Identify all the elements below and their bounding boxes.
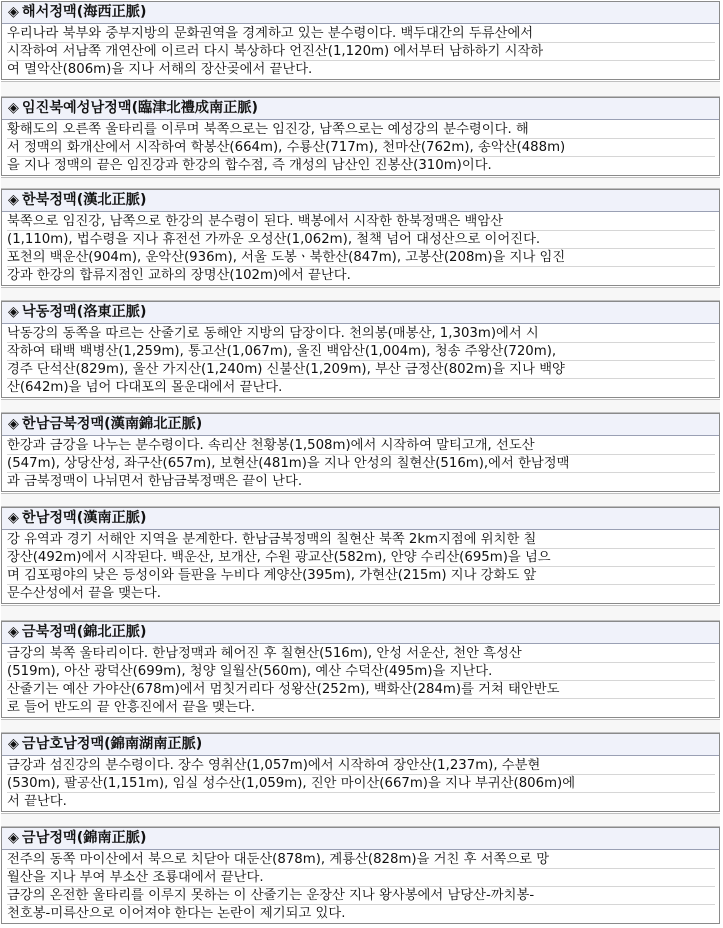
text-line: 문수산성에서 끝을 맺는다.	[7, 586, 161, 601]
section-title: 금남호남정맥(錦南湖南正脈)	[21, 736, 203, 752]
section-header	[2, 734, 719, 756]
section-nakdong	[1, 301, 720, 398]
diamond-bullet-icon: ◈	[8, 100, 19, 116]
section-body	[2, 644, 719, 717]
text-line: 전주의 동쪽 마이산에서 북으로 치닫아 대둔산(878m), 계룡산(828m)을 거친 후 서쪽으로 망	[7, 851, 715, 869]
text-line: 황해도의 오른쪽 울타리를 이루며 북쪽으로는 임진강, 남쪽으로는 예성강의 분수령이다. 해	[7, 121, 715, 139]
section-imjinbuk	[1, 97, 720, 176]
text-line: 작하여 태백 백병산(1,259m), 통고산(1,067m), 울진 백암산(1,004m), 청송 주왕산(720m),	[7, 343, 715, 361]
section-header	[2, 414, 719, 436]
text-line: 금강의 온전한 울타리를 이루지 못하는 이 산줄기는 운장산 지나 왕사봉에서 남당산-까치봉-	[7, 887, 715, 905]
section-body	[2, 212, 719, 285]
section-body	[2, 756, 719, 811]
section-body	[2, 324, 719, 397]
section-title: 한남정맥(漢南正脈)	[21, 510, 147, 526]
text-line: (530m), 팔공산(1,151m), 임실 성수산(1,059m), 진안 마이산(667m)을 지나 부귀산(806m)에	[7, 775, 715, 793]
diamond-bullet-icon: ◈	[8, 830, 19, 846]
section-geumnamhonam	[1, 733, 720, 812]
section-title: 한북정맥(漢北正脈)	[21, 192, 147, 208]
section-header	[2, 508, 719, 530]
diamond-bullet-icon: ◈	[8, 416, 19, 432]
section-divider	[1, 287, 720, 301]
diamond-bullet-icon: ◈	[8, 736, 19, 752]
text-line: (1,110m), 법수령을 지나 휴전선 가까운 오성산(1,062m), 철책 넘어 대성산으로 이어진다.	[7, 231, 715, 249]
diamond-bullet-icon: ◈	[8, 4, 19, 20]
text-line: 며 김포평야의 낮은 등성이와 들판을 누비다 계양산(395m), 가현산(215m) 지나 강화도 앞	[7, 567, 715, 585]
text-line: 경주 단석산(829m), 울산 가지산(1,240m) 신불산(1,209m), 부산 금정산(802m)을 지나 백양	[7, 361, 715, 379]
section-divider	[1, 177, 720, 189]
section-geumbuk	[1, 621, 720, 718]
section-title: 금북정맥(錦北正脈)	[21, 624, 147, 640]
diamond-bullet-icon: ◈	[8, 304, 19, 320]
section-haeseo	[1, 1, 720, 80]
text-line: 강과 한강의 합류지점인 교하의 장명산(102m)에서 끝난다.	[7, 268, 351, 283]
text-line: 장산(492m)에서 시작된다. 백운산, 보개산, 수원 광교산(582m), 안양 수리산(695m)을 넘으	[7, 549, 715, 567]
text-line: 산(642m)을 넘어 다대포의 몰운대에서 끝난다.	[7, 380, 283, 395]
section-header	[2, 828, 719, 850]
text-line: (547m), 상당산성, 좌구산(657m), 보현산(481m)을 지나 안성의 칠현산(516m),에서 한남정맥	[7, 455, 715, 473]
section-title: 해서정맥(海西正脈)	[21, 4, 147, 20]
text-line: 우리나라 북부와 중부지방의 문화권역을 경계하고 있는 분수령이다. 백두대간의 두류산에서	[7, 25, 715, 43]
section-title: 낙동정맥(洛東正脈)	[21, 304, 147, 320]
section-divider	[1, 719, 720, 733]
text-line: 로 들어 반도의 끝 안흥진에서 끝을 맺는다.	[7, 700, 255, 715]
text-line: 낙동강의 동쪽을 따르는 산줄기로 동해안 지방의 담장이다. 천의봉(매봉산, 1,303m)에서 시	[7, 325, 715, 343]
section-body	[2, 120, 719, 175]
text-line: 한강과 금강을 나누는 분수령이다. 속리산 천황봉(1,508m)에서 시작하여 말티고개, 선도산	[7, 437, 715, 455]
text-line: 서 끝난다.	[7, 794, 67, 809]
section-divider	[1, 813, 720, 827]
text-line: 산줄기는 예산 가야산(678m)에서 멈칫거리다 성왕산(252m), 백화산(284m)를 거쳐 태안반도	[7, 681, 715, 699]
section-hannam	[1, 507, 720, 604]
text-line: (519m), 아산 광덕산(699m), 청양 일월산(560m), 예산 수덕산(495m)을 지난다.	[7, 663, 715, 681]
section-body	[2, 436, 719, 491]
diamond-bullet-icon: ◈	[8, 510, 19, 526]
document	[1, 1, 722, 926]
diamond-bullet-icon: ◈	[8, 624, 19, 640]
section-hannamgeumbuk	[1, 413, 720, 492]
diamond-bullet-icon: ◈	[8, 192, 19, 208]
text-line: 포천의 백운산(904m), 운악산(936m), 서울 도봉ㆍ북한산(847m), 고봉산(208m)을 지나 임진	[7, 249, 715, 267]
text-line: 시작하여 서남쪽 개연산에 이르러 다시 북상하다 언진산(1,120m) 에서부터 남하하기 시작하	[7, 43, 715, 61]
section-title: 금남정맥(錦南正脈)	[21, 830, 147, 846]
section-header	[2, 302, 719, 324]
section-header	[2, 622, 719, 644]
section-divider	[1, 399, 720, 413]
section-body	[2, 850, 719, 923]
section-divider	[1, 81, 720, 97]
section-body	[2, 530, 719, 603]
text-line: 금강의 북쪽 울타리이다. 한남정맥과 헤어진 후 칠현산(516m), 안성 서운산, 천안 흑성산	[7, 645, 715, 663]
section-title: 임진북예성남정맥(臨津北禮成南正脈)	[21, 100, 259, 116]
text-line: 여 멸악산(806m)을 지나 서해의 장산곶에서 끝난다.	[7, 62, 313, 77]
text-line: 을 지나 정맥의 끝은 임진강과 한강의 합수점, 즉 개성의 남산인 진봉산(310m)이다.	[7, 158, 492, 173]
text-line: 월산을 지나 부여 부소산 조룡대에서 끝난다.	[7, 869, 715, 887]
text-line: 서 정맥의 화개산에서 시작하여 학봉산(664m), 수룡산(717m), 천마산(762m), 송악산(488m)	[7, 139, 715, 157]
section-divider	[1, 493, 720, 507]
section-header	[2, 2, 719, 24]
section-header	[2, 190, 719, 212]
text-line: 북쪽으로 임진강, 남쪽으로 한강의 분수령이 된다. 백봉에서 시작한 한북정맥은 백암산	[7, 213, 715, 231]
section-title: 한남금북정맥(漢南錦北正脈)	[21, 416, 203, 432]
text-line: 과 금북정맥이 나뉘면서 한남금북정맥은 끝이 난다.	[7, 474, 303, 489]
text-line: 금강과 섬진강의 분수령이다. 장수 영취산(1,057m)에서 시작하여 장안산(1,237m), 수분현	[7, 757, 715, 775]
text-line: 천호봉-미륵산으로 이어져야 한다는 논란이 제기되고 있다.	[7, 906, 346, 921]
section-divider	[1, 605, 720, 621]
text-line: 강 유역과 경기 서해안 지역을 분계한다. 한남금북정맥의 칠현산 북쪽 2km지점에 위치한 칠	[7, 531, 715, 549]
section-body	[2, 24, 719, 79]
section-geumnam	[1, 827, 720, 924]
section-hanbuk	[1, 189, 720, 286]
section-header	[2, 98, 719, 120]
